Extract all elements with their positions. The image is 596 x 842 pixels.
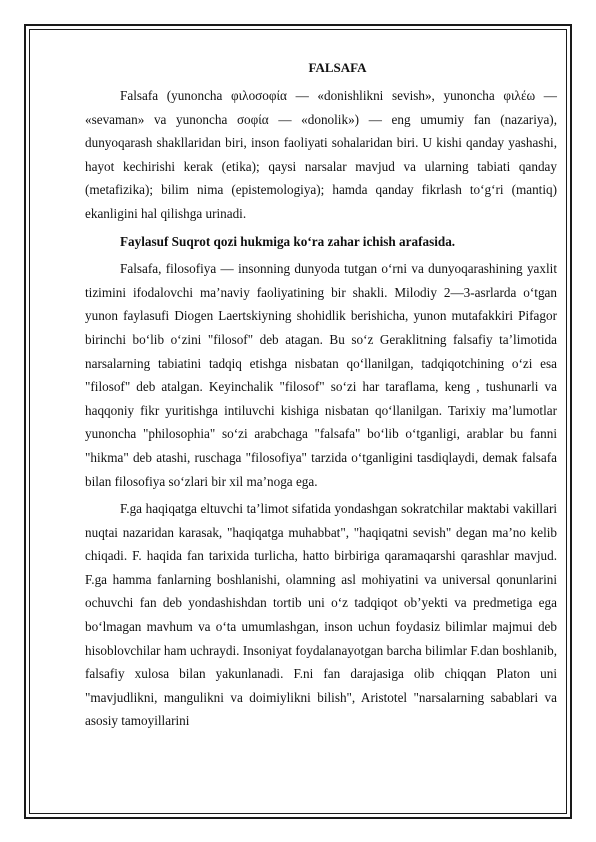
paragraph-approaches: F.ga haqiqatga eltuvchi ta’limot sifatida yondashgan sokratchilar maktabi vakillari nuqtai nazaridan karasak, "haqiqatga muhabbat", "haqiqatni sevish" degan ma’no kelib chiqadi. F. haqida fan tarixida turlicha, hatto birbiriga qaramaqarshi qarashlar mavjud. F.ga hamma fanlarning boshlanishi, olamning asl mohiyatini va universal qonunlarini ochuvchi fan deb yondashishdan tortib uni o‘z tadqiqot ob’yekti va predmetiga ega bo‘lmagan mavhum va o‘ta umumlashgan, inson uchun foydasiz bilimlar majmui deb hisoblovchilar ham uchraydi. Insoniyat foydalanayotgan barcha bilimlar F.dan boshlanib, falsafiy xulosa bilan yakunlanadi. F.ni fan darajasiga olib chiqqan Platon uni "mavjudlikni, mangulikni va doimiylikni bilish", Aristotel "narsalarning sabablari va asosiy tamoyillarini — [85, 501, 557, 729]
paragraph-intro: Falsafa (yunoncha φιλοσοφία — «donishlikni sevish», yunoncha φιλέω — «sevaman» va yunoncha σοφία — «donolik») — eng umumiy fan (nazariya), dunyoqarash shakllaridan biri, inson faoliyati sohalaridan biri. U kishi qanday yashashi, hayot kechirishi kerak (etika); qaysi narsalar mavjud va ularning tabiati qanday (metafizika); bilim nima (epistemologiya); hamda qanday fikrlash to‘g‘ri (mantiq) ekanligini hal qilishga urinadi. — [85, 88, 557, 221]
paragraph-definition: Falsafa, filosofiya — insonning dunyoda tutgan o‘rni va dunyoqarashining yaxlit tizimini ifodalovchi ma’naviy faoliyatining bir shakli. Milodiy 2—3-asrlarda o‘tgan yunon faylasufi Diogen Laertskiyning shohidlik berishicha, yunon mutafakkiri Pifagor birinchi bo‘lib o‘zini "filosof" deb atagan. Bu so‘z Geraklitning falsafiy ta’limotida narsalarning tabiatini tadqiq etishga nisbatan qo‘llanilgan, tadqiqotchining o‘zi esa "filosof" deb atalgan. Keyinchalik "filosof" so‘zi har taraflama, keng , tushunarli va haqqoniy fikr yuritishga intiluvchi kishiga nisbatan qo‘llanilgan. Tarixiy ma’lumotlar yunoncha "philosophia" so‘zi arabchaga "falsafa" bo‘lib o‘tganligi, arablar bu fanni "hikma" deb atashi, ruschaga "filosofiya" tarzida o‘tganligini tasdiqlaydi, demak falsafa bilan filosofiya so‘zlari bir xil ma’noga ega. — [85, 261, 557, 489]
document-body — [85, 58, 557, 733]
document-title: FALSAFA — [308, 60, 367, 75]
image-caption: Faylasuf Suqrot qozi hukmiga ko‘ra zahar ichish arafasida. — [120, 233, 456, 249]
